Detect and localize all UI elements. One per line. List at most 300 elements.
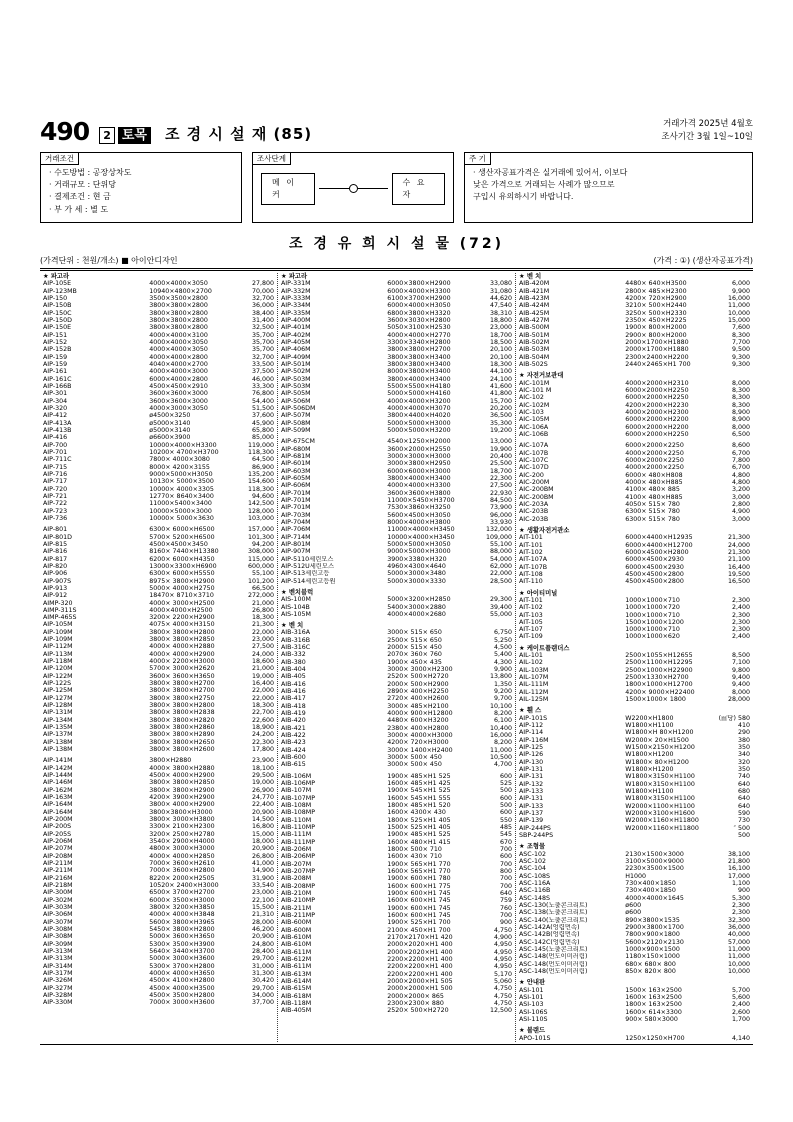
item-price: 28,400 bbox=[251, 947, 274, 955]
table-row bbox=[43, 673, 274, 680]
item-spec: 4000×4000×3050 bbox=[149, 346, 208, 354]
item-price: 8,200 bbox=[493, 710, 512, 718]
group-heading: ★ 안내판 bbox=[519, 979, 546, 987]
item-price: 94,200 bbox=[251, 540, 274, 548]
item-price: 8,000 bbox=[731, 379, 750, 387]
item-price: 18,300 bbox=[251, 702, 274, 710]
item-price: 2,300 bbox=[731, 618, 750, 626]
item-spec: 1800× 500× 710 bbox=[387, 846, 442, 853]
item-spec: 2520× 500×H2720 bbox=[387, 673, 449, 681]
item-code: AIP-400M bbox=[281, 317, 311, 325]
item-code: AIP-816 bbox=[43, 548, 68, 556]
item-code: AIB-418 bbox=[281, 702, 306, 710]
table-row bbox=[519, 953, 750, 960]
item-spec: 3800×4000×H3400 bbox=[387, 375, 451, 383]
table-row bbox=[43, 500, 274, 507]
item-code: AIP-125 bbox=[519, 744, 544, 752]
table-row bbox=[519, 759, 750, 766]
table-row bbox=[519, 667, 750, 674]
item-code: AIP-912 bbox=[43, 592, 68, 600]
item-spec: 4000×4000×3050 bbox=[149, 280, 208, 288]
table-row bbox=[43, 280, 274, 287]
item-spec: 3300×3340×H2800 bbox=[387, 339, 451, 347]
item-spec: 2000×1700×H1880 bbox=[625, 339, 689, 347]
table-row bbox=[43, 486, 274, 493]
item-price: 5,170 bbox=[493, 970, 512, 978]
item-price: 3,000 bbox=[731, 493, 750, 501]
item-code: AIP-413B bbox=[43, 426, 72, 434]
item-spec: W1800×H1100 bbox=[625, 788, 674, 796]
table-row bbox=[281, 611, 512, 618]
table-row bbox=[43, 897, 274, 904]
table-row bbox=[43, 955, 274, 962]
item-spec: 4500× 4000×H2900 bbox=[149, 772, 215, 780]
item-code: AIB-107MP bbox=[281, 794, 316, 802]
item-price: 142,500 bbox=[247, 500, 274, 508]
item-spec: 3800×4000×H3400 bbox=[387, 474, 451, 482]
item-code: AIP-162M bbox=[43, 786, 73, 794]
table-row bbox=[281, 526, 512, 533]
item-code: AIP-502M bbox=[281, 368, 311, 376]
item-code: AIB-502S bbox=[519, 361, 548, 368]
item-price: 32,500 bbox=[251, 324, 274, 332]
terms-box-tab: 거래조건 bbox=[40, 152, 79, 165]
table-row bbox=[519, 339, 750, 346]
table-row bbox=[519, 324, 750, 331]
item-code: AIB-106MP bbox=[281, 780, 316, 788]
item-code: AIB-615 bbox=[281, 761, 306, 769]
item-code: ASC-138(노출콘크리트) bbox=[519, 909, 588, 917]
item-code: AIP-711C bbox=[43, 456, 72, 464]
table-row bbox=[43, 882, 274, 889]
item-code: ASC-148(먼도이미러림) bbox=[519, 953, 588, 961]
item-price: 26,900 bbox=[251, 786, 274, 794]
terms-line: · 결제조건 : 현 금 bbox=[49, 192, 111, 202]
group-heading: ★ 벤 치 bbox=[519, 273, 542, 281]
item-code: AIP-675CM bbox=[281, 438, 315, 446]
table-row bbox=[43, 288, 274, 295]
table-row bbox=[519, 917, 750, 924]
item-price: 55,000 bbox=[489, 610, 512, 618]
item-spec: 6000×4000×H3300 bbox=[387, 287, 451, 295]
item-price: 24,100 bbox=[489, 375, 512, 383]
item-code: AIP-333M bbox=[281, 295, 311, 303]
table-row bbox=[43, 515, 274, 522]
item-code: AIP-300M bbox=[43, 889, 73, 897]
item-spec: W1800×H 80×H1200 bbox=[625, 729, 694, 737]
item-spec: 2500×1055×H12655 bbox=[625, 652, 693, 660]
item-spec: 1900× 545×H1 525 bbox=[387, 787, 451, 795]
table-row bbox=[519, 597, 750, 604]
item-price: 9,700 bbox=[493, 695, 512, 703]
item-code: AIB-405 bbox=[281, 673, 306, 681]
item-price: 10,000 bbox=[727, 967, 750, 975]
item-price: 20,900 bbox=[251, 933, 274, 941]
table-row bbox=[519, 361, 750, 368]
item-code: AIB-405M bbox=[281, 1007, 312, 1015]
item-spec: 8220× 2000×H2505 bbox=[149, 874, 215, 882]
item-price: 680 bbox=[737, 788, 750, 796]
item-spec: 4000×4000×1645 bbox=[625, 894, 684, 902]
table-row bbox=[281, 420, 512, 427]
table-row bbox=[43, 354, 274, 361]
item-code: AIB-600 bbox=[281, 754, 306, 762]
table-row bbox=[281, 475, 512, 482]
table-row bbox=[281, 548, 512, 555]
item-code: AIP-114 bbox=[519, 729, 544, 737]
item-code: AIP-815 bbox=[43, 540, 68, 548]
item-spec: 6000×2000×H2200 bbox=[625, 416, 689, 424]
item-price: 16,100 bbox=[727, 865, 750, 873]
item-code: AIP-161 bbox=[43, 368, 68, 376]
item-code: AIB-316B bbox=[281, 636, 311, 644]
table-row bbox=[43, 889, 274, 896]
item-price: 22,100 bbox=[251, 896, 274, 904]
table-row bbox=[43, 658, 274, 665]
item-spec: 3800× 3800×H2700 bbox=[149, 680, 215, 688]
item-price: 11,000 bbox=[489, 746, 512, 754]
table-row bbox=[281, 725, 512, 732]
item-spec: 1600× 545×H1 555 bbox=[387, 794, 451, 802]
item-price: 35,700 bbox=[251, 346, 274, 354]
table-row bbox=[519, 803, 750, 810]
item-spec: 5000×3000×3330 bbox=[387, 577, 446, 585]
table-row bbox=[519, 295, 750, 302]
item-spec: 4500× 3500×H2800 bbox=[149, 991, 215, 999]
table-row bbox=[43, 456, 274, 463]
item-code: AIP-402M bbox=[281, 331, 311, 339]
item-code: APO-101S bbox=[519, 1034, 551, 1042]
item-price: 21,300 bbox=[251, 621, 274, 629]
item-price: 109,000 bbox=[485, 533, 512, 541]
item-spec: 1600× 163×2500 bbox=[625, 993, 682, 1001]
item-price: 5,700 bbox=[731, 986, 750, 994]
item-spec: 1500×1000× 1800 bbox=[625, 696, 686, 704]
item-price: 4,950 bbox=[493, 955, 512, 963]
item-price: 119,000 bbox=[247, 441, 274, 449]
item-price: 66,500 bbox=[251, 584, 274, 592]
item-spec: 3800× 3200×H3850 bbox=[149, 903, 215, 911]
item-code: ASI-106S bbox=[519, 1008, 548, 1016]
table-row bbox=[43, 332, 274, 339]
item-spec: 2000×2000×H1 500 bbox=[387, 985, 453, 993]
item-code: AIP-703M bbox=[281, 511, 311, 519]
item-spec: 3600× 3600×H3650 bbox=[149, 672, 215, 680]
item-code: AIP-509M bbox=[281, 426, 311, 434]
table-row bbox=[519, 924, 750, 931]
item-price: 22,000 bbox=[251, 687, 274, 695]
item-code: AIP-701M bbox=[281, 496, 311, 504]
table-row bbox=[43, 600, 274, 607]
table-row bbox=[519, 858, 750, 865]
item-code: AIP-801 bbox=[43, 526, 68, 534]
item-code: AIT-108 bbox=[519, 570, 543, 578]
item-spec: 3600×3600×H3800 bbox=[387, 489, 451, 497]
item-spec: 3250× 500×H2330 bbox=[625, 309, 687, 317]
item-code: AIB-613M bbox=[281, 970, 312, 978]
item-spec: ø4500×3250 bbox=[149, 412, 191, 420]
table-row bbox=[43, 831, 274, 838]
item-spec: 5000× 3600×H3650 bbox=[149, 933, 215, 941]
item-spec: 6000×4500×H2800 bbox=[625, 548, 689, 556]
item-code: AIP-416 bbox=[43, 434, 68, 442]
item-code: AIC-200 bbox=[519, 471, 544, 479]
item-price: 24,000 bbox=[251, 650, 274, 658]
item-price: 118,300 bbox=[247, 485, 274, 493]
item-price: 640 bbox=[737, 795, 750, 803]
item-price: 18,300 bbox=[489, 361, 512, 368]
item-price: 7,600 bbox=[731, 324, 750, 332]
table-row bbox=[519, 895, 750, 902]
item-code: AIP-723 bbox=[43, 507, 68, 515]
item-code: AIP-133 bbox=[519, 788, 544, 796]
item-price: 33,300 bbox=[251, 382, 274, 390]
group-heading: ★ 아이티미널 bbox=[519, 589, 558, 597]
item-code: AIP-131 bbox=[519, 795, 544, 803]
table-row bbox=[43, 853, 274, 860]
item-code: AIP-206M bbox=[43, 838, 73, 845]
item-code: AIP-714M bbox=[281, 533, 311, 541]
item-code: AIC-101 M bbox=[519, 386, 552, 394]
item-spec: 1600× 485×H1 425 bbox=[387, 780, 451, 788]
item-price: 7,700 bbox=[731, 339, 750, 347]
flow-node-consumer: 수 요 자 bbox=[392, 173, 446, 206]
table-row bbox=[281, 673, 512, 680]
item-price: 8,300 bbox=[731, 401, 750, 409]
group-heading: ★ 볼랜드 bbox=[519, 1027, 546, 1035]
table-row bbox=[519, 633, 750, 640]
item-code: AIP-505M bbox=[281, 390, 311, 398]
table-row bbox=[519, 659, 750, 666]
item-spec: 3000× 500× 450 bbox=[387, 754, 442, 762]
item-price: 2,400 bbox=[731, 1001, 750, 1009]
item-price: 21,300 bbox=[727, 548, 750, 556]
item-spec: ø600 bbox=[625, 909, 642, 917]
item-price: 9,400 bbox=[731, 681, 750, 689]
item-spec: 3800×3800×H3000 bbox=[149, 808, 213, 816]
item-code: AIP-131 bbox=[519, 773, 544, 781]
item-spec: W1500×2150×H1200 bbox=[625, 744, 695, 752]
item-code: AIC-107D bbox=[519, 464, 549, 472]
table-row bbox=[43, 687, 274, 694]
item-price: 94,600 bbox=[251, 492, 274, 500]
item-price: 4,900 bbox=[493, 933, 512, 941]
item-spec: 3300× 2100×H2300 bbox=[149, 823, 215, 831]
item-price: 700 bbox=[499, 846, 512, 853]
item-price: 28,000 bbox=[727, 696, 750, 704]
item-spec: 6000×4400×H12700 bbox=[625, 541, 693, 549]
item-code: AIB-111M bbox=[281, 831, 312, 839]
table-row bbox=[519, 479, 750, 486]
item-price: 2,400 bbox=[731, 633, 750, 641]
item-price: 19,200 bbox=[489, 426, 512, 434]
table-row bbox=[43, 651, 274, 658]
item-spec: 1900× 600×H1 745 bbox=[387, 904, 451, 912]
item-price: 29,700 bbox=[251, 955, 274, 963]
item-price: 16,400 bbox=[251, 680, 274, 688]
table-row bbox=[281, 556, 512, 563]
item-price: 9,300 bbox=[731, 353, 750, 361]
item-spec: 3800× 3000×H3800 bbox=[149, 816, 215, 824]
item-spec bbox=[625, 832, 701, 839]
item-code: ASC-142A(엉렴먼속) bbox=[519, 923, 580, 931]
item-price: 86,900 bbox=[251, 463, 274, 471]
table-row bbox=[519, 508, 750, 515]
item-code: AIP-122M bbox=[43, 672, 73, 680]
item-code: AIB-421M bbox=[519, 287, 550, 295]
table-row bbox=[519, 288, 750, 295]
item-spec: 3800× 3800×H2700 bbox=[149, 687, 215, 695]
group-heading: ★ 조형물 bbox=[519, 843, 546, 851]
item-code: AIP-906 bbox=[43, 570, 68, 578]
item-spec: 3800×3800×2800 bbox=[149, 309, 208, 317]
item-spec: 7800× 4000×3080 bbox=[149, 456, 210, 464]
item-code: AIP-606M bbox=[281, 482, 311, 490]
item-spec: 3800× 3800×H2900 bbox=[149, 786, 215, 794]
item-price: 4,750 bbox=[493, 999, 512, 1007]
item-code: AIP-701M bbox=[281, 504, 311, 512]
table-row bbox=[281, 288, 512, 295]
item-price: 21,300 bbox=[727, 534, 750, 542]
item-price: 545 bbox=[499, 831, 512, 839]
item-price: 40,000 bbox=[727, 931, 750, 939]
item-code: AIB-614M bbox=[281, 977, 312, 985]
item-price: 4,700 bbox=[493, 761, 512, 769]
item-code: AIC-107C bbox=[519, 456, 549, 464]
table-row bbox=[519, 851, 750, 858]
table-row bbox=[43, 295, 274, 302]
item-code: AIP-146M bbox=[43, 779, 73, 787]
item-spec: 1900× 450× 435 bbox=[387, 658, 442, 666]
item-spec: 2720× 400×H2600 bbox=[387, 695, 449, 703]
item-spec: 4480× 640×H3500 bbox=[625, 280, 687, 288]
item-spec: 1180×150×1000 bbox=[625, 953, 680, 961]
item-price: 4,800 bbox=[731, 471, 750, 479]
item-spec: 5300× 3700×H2800 bbox=[149, 962, 215, 970]
item-code: AIP-328M bbox=[43, 991, 73, 999]
item-spec: ø5000×3140 bbox=[149, 419, 191, 427]
info-box-row bbox=[40, 152, 753, 224]
table-row bbox=[43, 621, 274, 628]
item-spec: 13000×3300×H6900 bbox=[149, 562, 217, 570]
item-spec: 5000× 3000×H3600 bbox=[149, 955, 215, 963]
item-price: 8,900 bbox=[731, 408, 750, 416]
item-code: AIB-610M bbox=[281, 941, 312, 949]
item-spec: 3800× 4000×H2900 bbox=[149, 801, 215, 809]
item-code: AIP-722 bbox=[43, 500, 68, 508]
item-price: 7,800 bbox=[731, 456, 750, 464]
item-price: 9,300 bbox=[731, 361, 750, 368]
item-spec: 680× 680× 800 bbox=[625, 960, 676, 968]
table-row bbox=[519, 516, 750, 523]
table-row bbox=[519, 472, 750, 479]
item-spec: 4200× 720×H3000 bbox=[387, 739, 449, 747]
item-price: 700 bbox=[499, 911, 512, 919]
item-spec: 3800× 3800×H2890 bbox=[149, 731, 215, 739]
item-code: AIP-151 bbox=[43, 331, 68, 339]
table-row bbox=[281, 949, 512, 956]
table-row bbox=[281, 659, 512, 666]
item-code: AIP-907S bbox=[43, 577, 72, 585]
item-code: AIT-102 bbox=[519, 604, 543, 612]
item-spec: 8000×4000×H3800 bbox=[387, 518, 451, 526]
item-price: 24,800 bbox=[251, 940, 274, 948]
terms-line: · 거래규모 : 단위당 bbox=[49, 179, 116, 189]
item-code: AIP-700 bbox=[43, 441, 68, 449]
item-price: 525 bbox=[499, 780, 512, 788]
item-price: 70,000 bbox=[251, 287, 274, 295]
item-price: 22,300 bbox=[489, 474, 512, 482]
item-price: 10,000 bbox=[727, 960, 750, 968]
item-spec: 4000×2000×2250 bbox=[625, 464, 684, 472]
table-row bbox=[281, 468, 512, 475]
table-row bbox=[519, 486, 750, 493]
item-code: AIP-681M bbox=[281, 452, 311, 460]
item-code: AIB-424M bbox=[519, 302, 550, 310]
item-price: 4,950 bbox=[493, 941, 512, 949]
item-spec: 3800×3800×2800 bbox=[149, 324, 208, 332]
table-row bbox=[281, 310, 512, 317]
table-row bbox=[281, 666, 512, 673]
unit-left: (가격단위 : 천원/개소) ■ 아이안디자인 bbox=[40, 256, 178, 266]
item-spec: 2350× 450×H2225 bbox=[625, 317, 687, 325]
item-code: AIB-422 bbox=[281, 732, 306, 740]
item-code: AIP-138M bbox=[43, 746, 73, 754]
item-spec: 3800× 3800×H2838 bbox=[149, 709, 215, 717]
item-price: 41,800 bbox=[489, 390, 512, 398]
table-row bbox=[43, 563, 274, 570]
item-spec: 2300×2300× 880 bbox=[387, 999, 444, 1007]
item-code: ASC-148(먼도이미러림) bbox=[519, 960, 588, 968]
item-code: AIC-102M bbox=[519, 401, 550, 409]
item-code: AIS-105M bbox=[281, 610, 311, 618]
item-price: 16,400 bbox=[727, 563, 750, 571]
table-row bbox=[519, 968, 750, 975]
item-spec: 4200× 720×H2900 bbox=[625, 295, 687, 303]
item-price: 640 bbox=[737, 802, 750, 810]
item-code: AIP-801D bbox=[43, 533, 72, 541]
item-spec: 3000× 1400×H2400 bbox=[387, 746, 453, 754]
item-price: 18,900 bbox=[251, 724, 274, 732]
item-price: 21,000 bbox=[251, 599, 274, 607]
item-code: AIC-203B bbox=[519, 515, 549, 523]
table-row bbox=[281, 861, 512, 868]
item-price: 600 bbox=[499, 809, 512, 817]
item-code: AIP-161C bbox=[43, 375, 72, 383]
table-row bbox=[519, 380, 750, 387]
item-price: 41,600 bbox=[489, 382, 512, 390]
item-price: 38,100 bbox=[727, 850, 750, 858]
table-row bbox=[281, 438, 512, 445]
item-price: 272,000 bbox=[247, 592, 274, 600]
item-spec: 12770× 8640×3400 bbox=[149, 492, 214, 500]
item-code: AIL-103M bbox=[519, 666, 549, 674]
table-row bbox=[519, 626, 750, 633]
table-row bbox=[281, 541, 512, 548]
table-row bbox=[281, 519, 512, 526]
item-spec: 6000×2000×H2200 bbox=[625, 423, 689, 431]
item-price: 22,930 bbox=[489, 489, 512, 497]
item-spec: 2500×1000×H22900 bbox=[625, 666, 693, 674]
table-row bbox=[43, 629, 274, 636]
item-code: AIP-332M bbox=[281, 287, 311, 295]
table-row bbox=[281, 563, 512, 570]
item-price: 32,700 bbox=[251, 295, 274, 303]
item-price: 27,500 bbox=[251, 643, 274, 651]
item-price: 17,000 bbox=[727, 872, 750, 880]
item-code: AIP-309M bbox=[43, 940, 73, 948]
item-spec: W1800×3150×H1100 bbox=[625, 795, 695, 803]
